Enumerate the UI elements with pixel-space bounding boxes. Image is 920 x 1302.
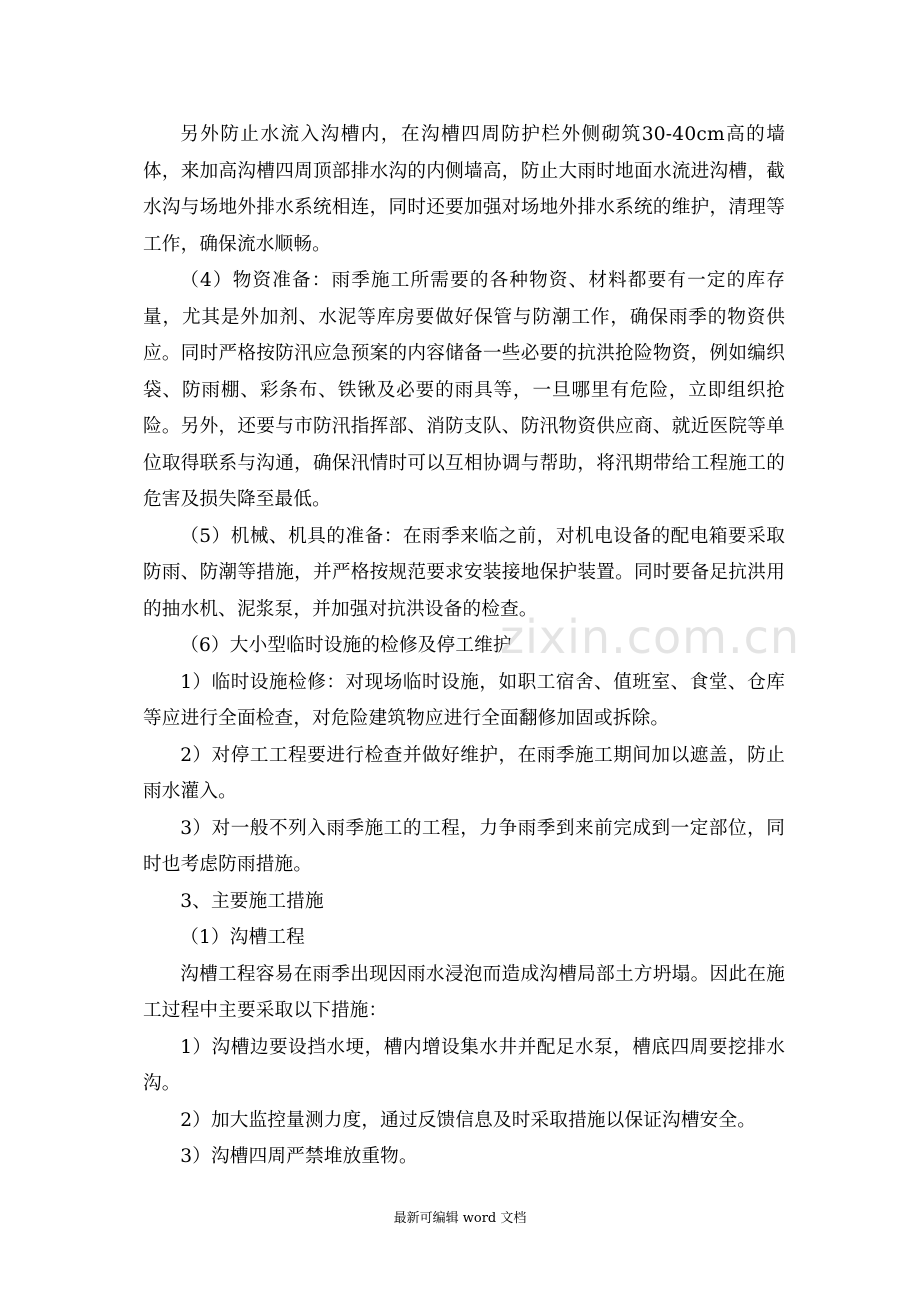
paragraph: 沟槽工程容易在雨季出现因雨水浸泡而造成沟槽局部土方坍塌。因此在施工过程中主要采取以下措施： <box>143 963 785 1021</box>
document-body <box>143 117 785 1176</box>
page-footer: 最新可编辑 word 文档 <box>393 1211 527 1226</box>
paragraph: （4）物资准备：雨季施工所需要的各种物资、材料都要有一定的库存量，尤其是外加剂、水泥等库房要做好保管与防潮工作，确保雨季的物资供应。同时严格按防汛应急预案的内容储备一些必要的抗洪抢险物资，例如编织袋、防雨棚、彩条布、铁锹及必要的雨具等，一旦哪里有危险，立即组织抢险。另外，还要与市防汛指挥部、消防支队、防汛物资供应商、就近医院等单位取得联系与沟通，确保汛情时可以互相协调与帮助，将汛期带给工程施工的危害及损失降至最低。 <box>143 270 785 510</box>
paragraph: 2）加大监控量测力度，通过反馈信息及时采取措施以保证沟槽安全。 <box>180 1109 757 1131</box>
watermark: zixin.com.cn <box>500 610 801 664</box>
paragraph: 2）对停工工程要进行检查并做好维护，在雨季施工期间加以遮盖，防止雨水灌入。 <box>143 744 785 802</box>
paragraph: 1）沟槽边要设挡水埂，槽内增设集水井并配足水泵，槽底四周要挖排水沟。 <box>143 1036 785 1094</box>
section-heading: 3、主要施工措施 <box>180 890 324 912</box>
paragraph: （6）大小型临时设施的检修及停工维护 <box>180 635 512 656</box>
paragraph: 另外防止水流入沟槽内，在沟槽四周防护栏外侧砌筑30-40cm高的墙体，来加高沟槽四周顶部排水沟的内侧墙高，防止大雨时地面水流进沟槽，截水沟与场地外排水系统相连，同时还要加强对场地外排水系统的维护，清理等工作，确保流水顺畅。 <box>143 124 785 255</box>
subsection-heading: （1）沟槽工程 <box>180 927 305 948</box>
paragraph: 3）对一般不列入雨季施工的工程，力争雨季到来前完成到一定部位，同时也考虑防雨措施。 <box>143 817 785 875</box>
paragraph: （5）机械、机具的准备：在雨季来临之前，对机电设备的配电箱要采取防雨、防潮等措施，并严格按规范要求安装接地保护装置。同时要备足抗洪用的抽水机、泥浆泵，并加强对抗洪设备的检查。 <box>143 525 785 620</box>
paragraph: 3）沟槽四周严禁堆放重物。 <box>180 1146 418 1167</box>
paragraph: 1）临时设施检修：对现场临时设施，如职工宿舍、值班室、食堂、仓库等应进行全面检查，对危险建筑物应进行全面翻修加固或拆除。 <box>143 671 785 729</box>
